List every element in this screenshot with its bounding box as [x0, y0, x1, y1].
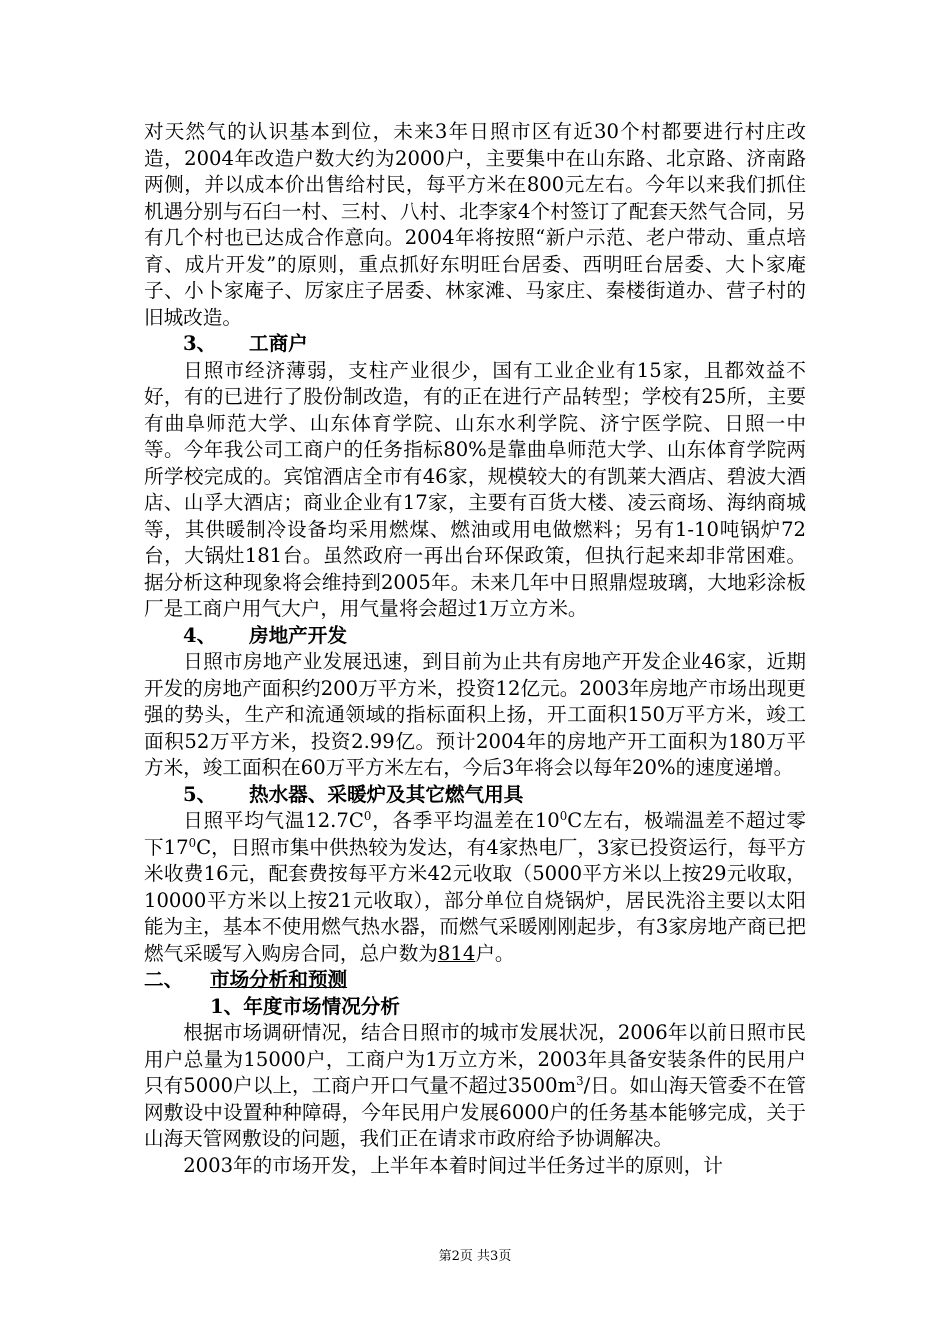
text-run: ，各季平均温差在10	[371, 809, 560, 832]
document-body	[144, 119, 806, 1179]
text-run: 根据市场调研情况，结合日照市的城市发展状况，2006年以前日照市民用户总量为15000户，工商户为1万立方米，2003年具备安装条件的民用户只有5000户以上，工商户开口气量不超过3500m	[144, 1021, 806, 1097]
superscript: 0	[363, 808, 372, 823]
paragraph-commercial: 日照市经济薄弱，支柱产业很少，国有工业企业有15家，且都效益不好，有的已进行了股份制改造，有的正在进行产品转型；学校有25所，主要有曲阜师范大学、山东体育学院、山东水利学院、济宁医学院、日照一中等。今年我公司工商户的任务指标80%是靠曲阜师范大学、山东体育学院两所学校完成的。宾馆酒店全市有46家，规模较大的有凯莱大酒店、碧波大酒店、山孚大酒店；商业企业有17家，主要有百货大楼、凌云商场、海纳商城等，其供暖制冷设备均采用燃煤、燃油或用电做燃料；另有1-10吨锅炉72台，大锅灶181台。虽然政府一再出台环保政策，但执行起来却非常困难。据分析这种现象将会维持到2005年。未来几年中日照鼎煜玻璃，大地彩涂板厂是工商户用气大户，用气量将会超过1万立方米。	[144, 358, 806, 620]
text-run: C左右，极端温差不超过零下17	[144, 809, 806, 859]
underlined-number: 814	[437, 941, 476, 965]
heading-title: 房地产开发	[249, 623, 347, 647]
paragraph-real-estate: 日照市房地产业发展迅速，到目前为止共有房地产开发企业46家，近期开发的房地产面积约200万平方米，投资12亿元。2003年房地产市场出现更强的势头，生产和流通领域的指标面积上扬，开工面积150万平方米，竣工面积52万平方米，投资2.99亿。预计2004年的房地产开工面积为180万平方米，竣工面积在60万平方米左右，今后3年将会以每年20%的速度递增。	[144, 650, 806, 779]
text-run: C，日照市集中供热较为发达，有4家热电厂，3家已投资运行，每平方米收费16元，配套费按每平方米42元收取（5000平方米以上按29元收取，10000平方米以上按21元收取），部分单位自烧锅炉，居民洗浴主要以太阳能为主，基本不使用燃气热水器，而燃气采暖刚刚起步，有3家房地产商已把燃气采暖写入购房合同，总户数为	[144, 835, 806, 965]
heading-real-estate	[144, 623, 806, 650]
section-title: 市场分析和预测	[210, 968, 348, 991]
heading-number: 3、	[183, 332, 217, 355]
heading-number: 5、	[183, 782, 217, 806]
heading-title: 热水器、采暖炉及其它燃气用具	[249, 782, 524, 806]
paragraph-villages: 对天然气的认识基本到位，未来3年日照市区有近30个村都要进行村庄改造，2004年改造户数大约为2000户，主要集中在山东路、北京路、济南路两侧，并以成本价出售给村民，每平方米在800元左右。今年以来我们抓住机遇分别与石臼一村、三村、八村、北李家4个村签订了配套天然气合同，另有几个村也已达成合作意向。2004年将按照“新户示范、老户带动、重点培育、成片开发”的原则，重点抓好东明旺台居委、西明旺台居委、大卜家庵子、小卜家庵子、厉家庄子居委、林家滩、马家庄、秦楼街道办、营子村的旧城改造。	[144, 120, 806, 329]
paragraph-2003-market: 2003年的市场开发，上半年本着时间过半任务过半的原则，计	[183, 1153, 723, 1177]
heading-number: 4、	[183, 623, 217, 647]
section-number: 二、	[144, 968, 184, 991]
text-run: 户。	[475, 941, 515, 965]
heading-commercial	[144, 331, 806, 358]
text-run: /日。如山海天管委不在管网敷设中设置种种障碍，今年民用户发展6000户的任务基本能够完成，关于山海天管网敷设的问题，我们正在请求市政府给予协调解决。	[144, 1074, 806, 1150]
subheading-annual-analysis: 1、年度市场情况分析	[210, 994, 400, 1018]
superscript: 0	[559, 808, 568, 823]
superscript: 0	[188, 835, 197, 850]
heading-appliances	[144, 782, 806, 809]
paragraph-appliances	[144, 808, 806, 967]
text-run: 日照平均气温12.7C	[183, 809, 364, 832]
heading-title: 工商户	[249, 332, 308, 355]
paragraph-market-survey	[144, 1020, 806, 1153]
page-footer: 第2页 共3页	[438, 1249, 512, 1264]
section-heading-market	[144, 967, 806, 994]
superscript: 3	[576, 1073, 584, 1088]
